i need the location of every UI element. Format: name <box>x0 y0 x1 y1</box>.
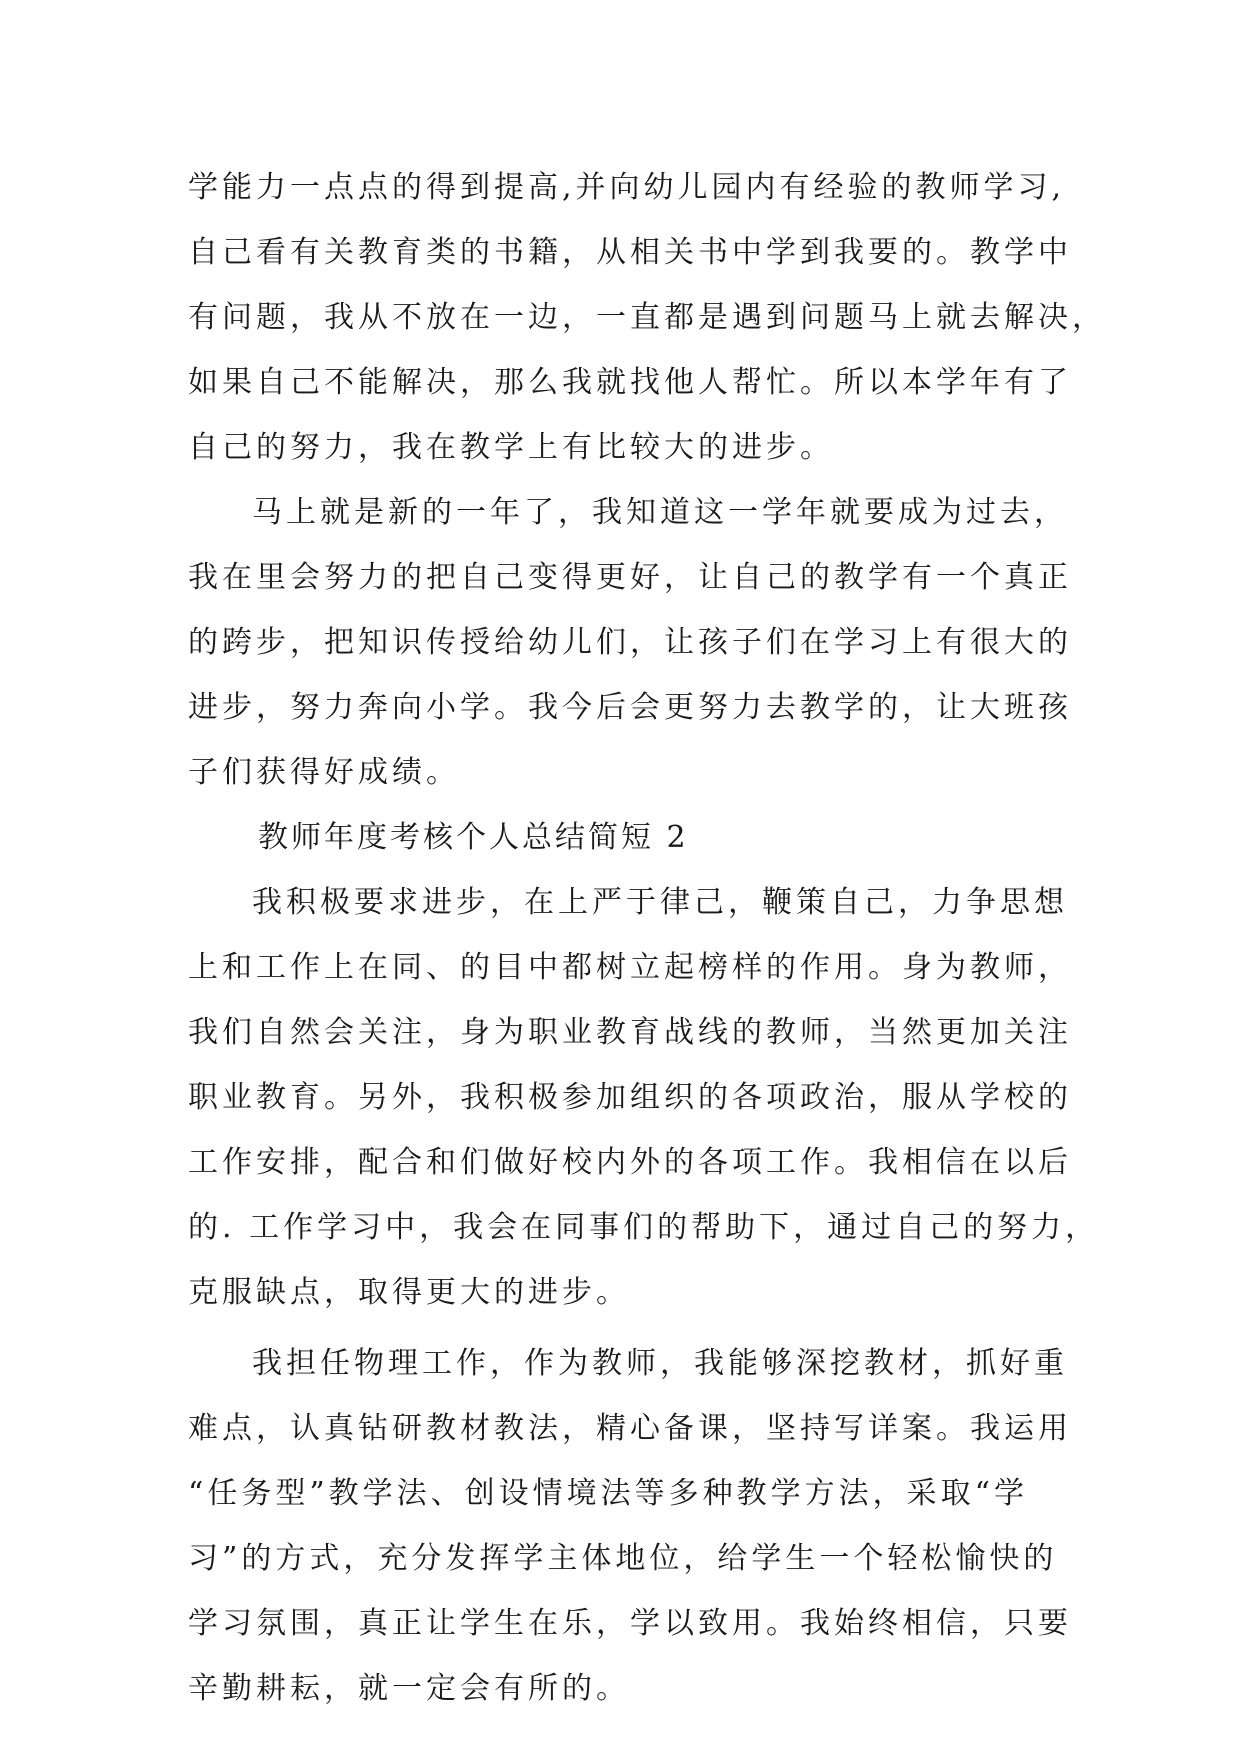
section-heading <box>188 805 1068 870</box>
text-line: 子们获得好成绩。 <box>188 755 460 790</box>
text-line: 的. 工作学习中，我会在同事们的帮助下，通过自己的努力， <box>188 1210 1100 1245</box>
paragraph <box>188 155 1106 480</box>
paragraph <box>188 1331 1072 1721</box>
text-line: 我在里会努力的把自己变得更好，让自己的教学有一个真正 <box>188 560 1072 595</box>
text-line: 的跨步，把知识传授给幼儿们，让孩子们在学习上有很大的 <box>188 625 1072 660</box>
text-line: “任务型”教学法、创设情境法等多种教学方法，采取“学 <box>188 1476 1029 1511</box>
text-line: 如果自己不能解决，那么我就找他人帮忙。所以本学年有了 <box>188 365 1072 400</box>
text-line: 自己看有关教育类的书籍，从相关书中学到我要的。教学中 <box>188 235 1072 270</box>
document-body <box>188 155 1106 1721</box>
text-line: 习”的方式，充分发挥学主体地位，给学生一个轻松愉快的 <box>188 1541 1058 1576</box>
text-line: 学习氛围，真正让学生在乐，学以致用。我始终相信，只要 <box>188 1606 1072 1641</box>
text-line: 上和工作上在同、的目中都树立起榜样的作用。身为教师， <box>188 950 1072 985</box>
text-line: 工作安排，配合和们做好校内外的各项工作。我相信在以后 <box>188 1145 1072 1180</box>
text-line: 马上就是新的一年了，我知道这一学年就要成为过去， <box>252 495 1068 530</box>
text-line: 我们自然会关注，身为职业教育战线的教师，当然更加关注 <box>188 1015 1072 1050</box>
text-line: 职业教育。另外，我积极参加组织的各项政治，服从学校的 <box>188 1080 1072 1115</box>
text-line: 有问题，我从不放在一边，一直都是遇到问题马上就去解决， <box>188 300 1106 335</box>
text-line: 我担任物理工作，作为教师，我能够深挖教材，抓好重 <box>252 1346 1068 1381</box>
text-line: 我积极要求进步，在上严于律己，鞭策自己，力争思想 <box>252 885 1068 920</box>
paragraph <box>188 870 1100 1325</box>
text-line: 克服缺点，取得更大的进步。 <box>188 1275 630 1310</box>
text-line: 进步，努力奔向小学。我今后会更努力去教学的，让大班孩 <box>188 690 1072 725</box>
heading-text: 教师年度考核个人总结简短 2 <box>258 820 689 855</box>
text-line: 辛勤耕耘，就一定会有所的。 <box>188 1671 630 1706</box>
text-line: 自己的努力，我在教学上有比较大的进步。 <box>188 430 834 465</box>
text-line: 学能力一点点的得到提高,并向幼儿园内有经验的教师学习, <box>188 170 1066 205</box>
paragraph <box>188 480 1072 805</box>
text-line: 难点，认真钻研教材教法，精心备课，坚持写详案。我运用 <box>188 1411 1072 1446</box>
